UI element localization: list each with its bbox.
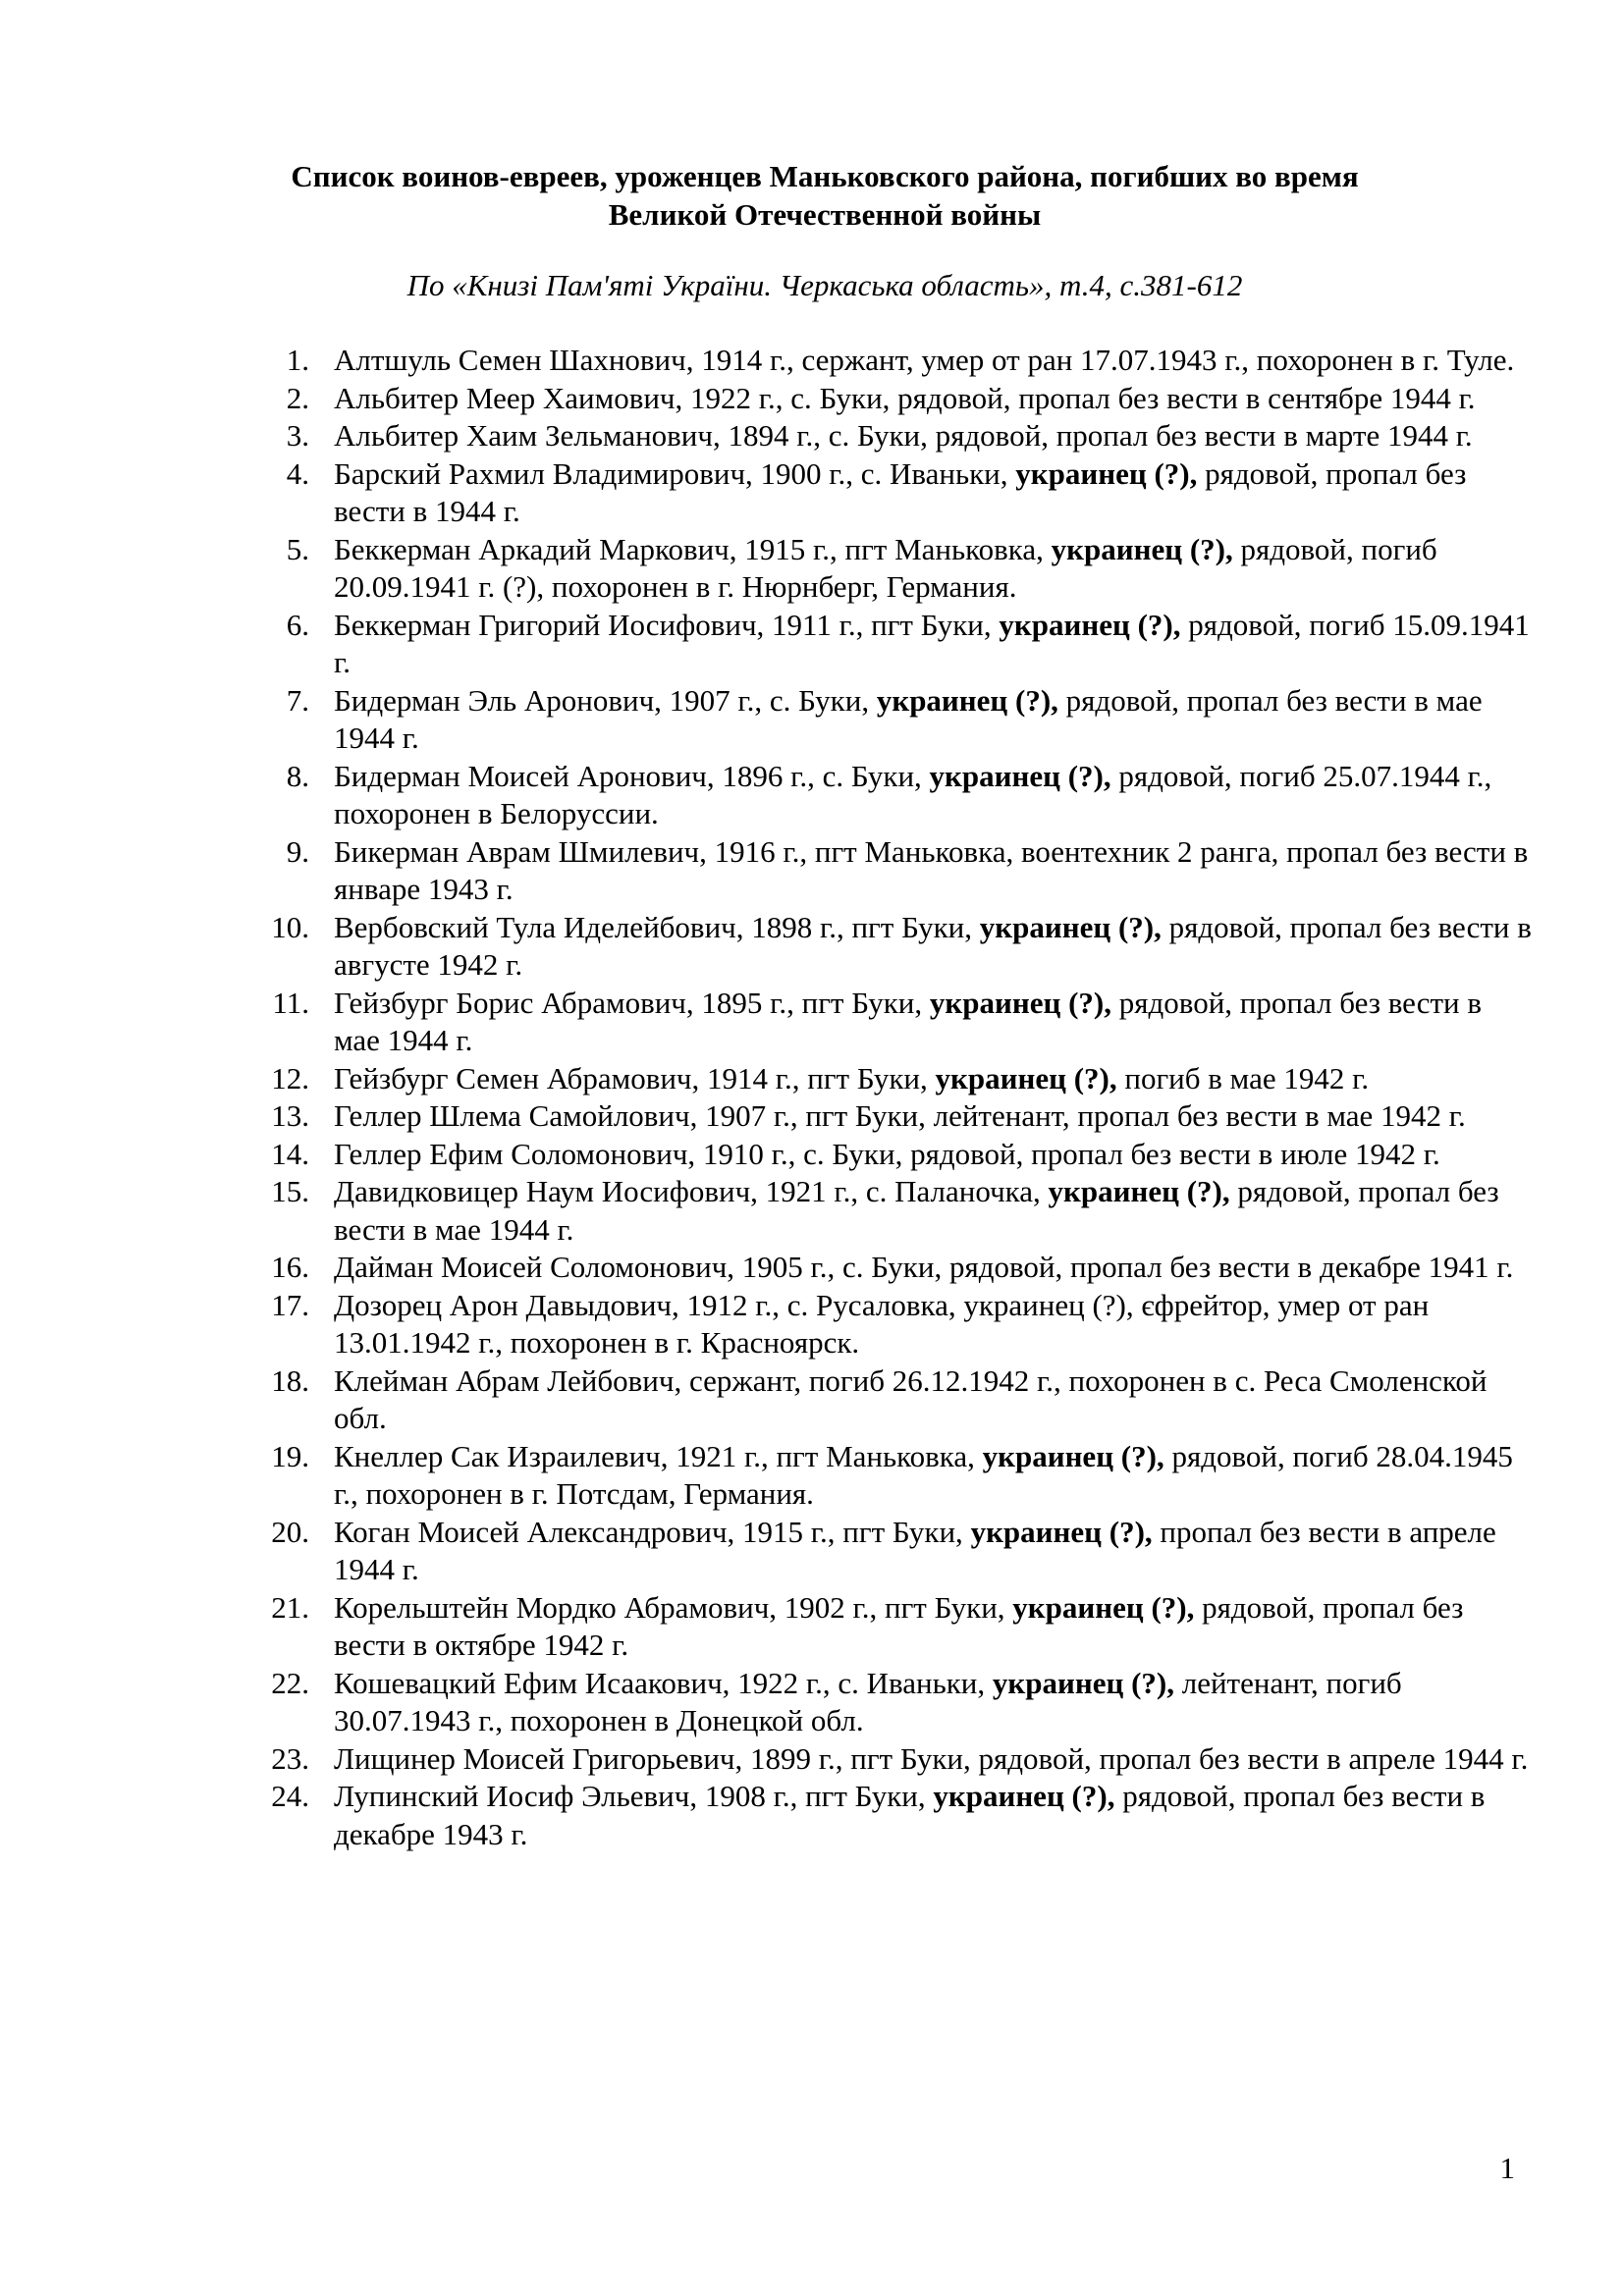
list-item-number: 16. <box>271 1250 309 1284</box>
list-item <box>265 1287 1532 1362</box>
entry-text-segment: рядовой, пропал без вести в мае 1944 г. <box>334 985 1482 1057</box>
entry-text-segment: Дозорец Арон Давыдович, 1912 г., с. Русаловка, украинец (?), єфрейтор, умер от ран 13.01.1942 г., похоронен в г. Красноярск. <box>334 1287 1430 1360</box>
list-item <box>265 909 1532 985</box>
list-item-text <box>334 1061 1369 1095</box>
entry-text-segment: лейтенант, погиб 30.07.1943 г., похоронен в Донецкой обл. <box>334 1665 1402 1737</box>
list-item-number: 9. <box>286 833 309 869</box>
list-item <box>265 607 1532 682</box>
list-item-number: 7. <box>286 682 309 718</box>
list-item-number: 24. <box>271 1779 309 1813</box>
entry-text-segment: рядовой, пропал без вести в октябре 1942 г. <box>334 1589 1464 1662</box>
list-item-text <box>334 1666 1402 1738</box>
nationality-note: украинец (?), <box>929 758 1111 793</box>
list-item-text <box>334 343 1514 377</box>
list-item-text <box>334 1590 1463 1663</box>
list-item-number: 12. <box>271 1060 309 1095</box>
nationality-note: украинец (?), <box>1012 1589 1195 1625</box>
list-item-text <box>334 381 1476 415</box>
nationality-note: украинец (?), <box>929 985 1111 1020</box>
list-item-number: 2. <box>286 380 309 415</box>
nationality-note: украинец (?), <box>999 607 1181 642</box>
soldier-list <box>265 342 1532 1853</box>
nationality-note: украинец (?), <box>982 1438 1164 1473</box>
list-item-number: 19. <box>271 1438 309 1473</box>
list-item-number: 15. <box>271 1174 309 1208</box>
list-item-number: 13. <box>271 1098 309 1133</box>
list-item <box>265 682 1532 758</box>
list-item-number: 10. <box>271 909 309 944</box>
list-item <box>265 1097 1532 1136</box>
nationality-note: украинец (?), <box>935 1060 1117 1095</box>
nationality-note: украинец (?), <box>933 1779 1115 1813</box>
entry-text-segment: рядовой, пропал без вести в мае 1944 г. <box>334 1174 1499 1247</box>
list-item-text <box>334 1779 1485 1851</box>
entry-text-segment: Алтшуль Семен Шахнович, 1914 г., сержант, умер от ран 17.07.1943 г., похоронен в г. Туле. <box>334 343 1515 377</box>
list-item <box>265 1060 1532 1098</box>
list-item-text <box>334 759 1491 831</box>
list-item-text <box>334 986 1482 1058</box>
list-item-text <box>334 1098 1466 1133</box>
nationality-note: украинец (?), <box>979 909 1162 944</box>
list-item-number: 8. <box>286 758 309 793</box>
entry-text-segment: Беккерман Аркадий Маркович, 1915 г., пгт Маньковка, <box>334 531 1052 566</box>
page-number: 1 <box>1499 2151 1515 2185</box>
entry-text-segment: Гейзбург Семен Абрамович, 1914 г., пгт Буки, <box>334 1060 936 1095</box>
list-item-number: 14. <box>271 1136 309 1171</box>
document-title: Список воинов-евреев, уроженцев Маньковского района, погибших во время Великой Отечественной войны <box>291 159 1359 232</box>
entry-text-segment: Кнеллер Сак Израилевич, 1921 г., пгт Маньковка, <box>334 1438 983 1473</box>
list-item-text <box>334 1363 1488 1436</box>
entry-text-segment: Гейзбург Борис Абрамович, 1895 г., пгт Буки, <box>334 985 930 1020</box>
list-item-text <box>334 418 1473 453</box>
list-item-number: 3. <box>286 418 309 453</box>
entry-text-segment: рядовой, погиб 25.07.1944 г., похоронен в Белоруссии. <box>334 758 1492 830</box>
entry-text-segment: Бидерман Эль Аронович, 1907 г., с. Буки, <box>334 682 877 718</box>
entry-text-segment: Кошевацкий Ефим Исаакович, 1922 г., с. Иваньки, <box>334 1665 993 1700</box>
list-item <box>265 1740 1532 1779</box>
list-item <box>265 1438 1532 1514</box>
list-item-number: 4. <box>286 455 309 491</box>
nationality-note: украинец (?), <box>1015 455 1198 491</box>
entry-text-segment: Лупинский Иосиф Эльевич, 1908 г., пгт Буки, <box>334 1779 934 1813</box>
source-citation: По «Книзі Пам'яті України. Черкаська область», т.4, с.381-612 <box>406 268 1243 302</box>
entry-text-segment: Бидерман Моисей Аронович, 1896 г., с. Буки, <box>334 758 930 793</box>
list-item-number: 23. <box>271 1740 309 1776</box>
list-item-text <box>334 683 1483 756</box>
list-item-number: 5. <box>286 531 309 566</box>
nationality-note: украинец (?), <box>992 1665 1174 1700</box>
list-item-number: 6. <box>286 607 309 642</box>
entry-text-segment: Альбитер Меер Хаимович, 1922 г., с. Буки, рядовой, пропал без вести в сентябре 1944 г. <box>334 380 1476 415</box>
list-item <box>265 531 1532 607</box>
entry-text-segment: Геллер Ефим Соломонович, 1910 г., с. Буки, рядовой, пропал без вести в июле 1942 г. <box>334 1136 1440 1171</box>
entry-text-segment: Корельштейн Мордко Абрамович, 1902 г., пгт Буки, <box>334 1589 1013 1625</box>
list-item <box>265 1362 1532 1438</box>
entry-text-segment: рядовой, погиб 15.09.1941 г. <box>334 607 1530 679</box>
list-item-number: 18. <box>271 1362 309 1398</box>
entry-text-segment: Лищинер Моисей Григорьевич, 1899 г., пгт Буки, рядовой, пропал без вести в апреле 1944 г. <box>334 1740 1529 1776</box>
list-item <box>265 1514 1532 1589</box>
list-item <box>265 455 1532 531</box>
entry-text-segment: рядовой, пропал без вести в 1944 г. <box>334 455 1467 528</box>
entry-text-segment: пропал без вести в апреле 1944 г. <box>334 1514 1496 1586</box>
list-item <box>265 833 1532 909</box>
list-item <box>265 1665 1532 1740</box>
list-item-number: 20. <box>271 1514 309 1549</box>
list-item-number: 11. <box>272 985 309 1020</box>
list-item-number: 17. <box>271 1287 309 1322</box>
list-item <box>265 1778 1532 1853</box>
entry-text-segment: рядовой, пропал без вести в декабре 1943 г. <box>334 1779 1486 1851</box>
entry-text-segment: Альбитер Хаим Зельманович, 1894 г., с. Буки, рядовой, пропал без вести в марте 1944 г. <box>334 418 1473 453</box>
entry-text-segment: Бикерман Аврам Шмилевич, 1916 г., пгт Маньковка, воентехник 2 ранга, пропал без вести в январе 1943 г. <box>334 833 1529 906</box>
list-item <box>265 1249 1532 1287</box>
list-item-text <box>334 1439 1513 1512</box>
entry-text-segment: Давидковицер Наум Иосифович, 1921 г., с. Паланочка, <box>334 1174 1049 1208</box>
entry-text-segment: рядовой, пропал без вести в мае 1944 г. <box>334 682 1483 755</box>
list-item-number: 21. <box>271 1589 309 1625</box>
list-item-text <box>334 456 1466 529</box>
entry-text-segment: Геллер Шлема Самойлович, 1907 г., пгт Буки, лейтенант, пропал без вести в мае 1942 г. <box>334 1098 1466 1133</box>
list-item-text <box>334 1137 1440 1171</box>
list-item-text <box>334 834 1528 907</box>
list-item-text <box>334 910 1532 983</box>
list-item-number: 1. <box>286 343 309 377</box>
entry-text-segment: рядовой, погиб 28.04.1945 г., похоронен в г. Потсдам, Германия. <box>334 1438 1513 1511</box>
list-item <box>265 342 1532 380</box>
list-item <box>265 1589 1532 1665</box>
nationality-note: украинец (?), <box>970 1514 1153 1549</box>
list-item-text <box>334 532 1437 605</box>
list-item-text <box>334 608 1530 680</box>
entry-text-segment: Барский Рахмил Владимирович, 1900 г., с. Иваньки, <box>334 455 1016 491</box>
list-item-number: 22. <box>271 1665 309 1700</box>
entry-text-segment: Беккерман Григорий Иосифович, 1911 г., пгт Буки, <box>334 607 1000 642</box>
list-item <box>265 758 1532 833</box>
list-item <box>265 417 1532 455</box>
list-item-text <box>334 1288 1429 1361</box>
entry-text-segment: погиб в мае 1942 г. <box>1116 1060 1370 1095</box>
list-item <box>265 1136 1532 1174</box>
entry-text-segment: Клейман Абрам Лейбович, сержант, погиб 26.12.1942 г., похоронен в с. Реса Смоленской обл. <box>334 1362 1488 1435</box>
entry-text-segment: рядовой, пропал без вести в августе 1942 г. <box>334 909 1532 982</box>
entry-text-segment: Вербовский Тула Иделейбович, 1898 г., пгт Буки, <box>334 909 980 944</box>
list-item <box>265 1173 1532 1249</box>
entry-text-segment: рядовой, погиб 20.09.1941 г. (?), похоронен в г. Нюрнберг, Германия. <box>334 531 1437 604</box>
list-item-text <box>334 1174 1499 1247</box>
nationality-note: украинец (?), <box>1051 531 1233 566</box>
entry-text-segment: Коган Моисей Александрович, 1915 г., пгт Буки, <box>334 1514 971 1549</box>
list-item-text <box>334 1250 1513 1284</box>
list-item-text <box>334 1515 1496 1587</box>
nationality-note: украинец (?), <box>876 682 1058 718</box>
list-item-text <box>334 1741 1528 1776</box>
nationality-note: украинец (?), <box>1048 1174 1230 1208</box>
list-item <box>265 985 1532 1060</box>
list-item <box>265 380 1532 418</box>
entry-text-segment: Дайман Моисей Соломонович, 1905 г., с. Буки, рядовой, пропал без вести в декабре 1941 г. <box>334 1250 1514 1284</box>
